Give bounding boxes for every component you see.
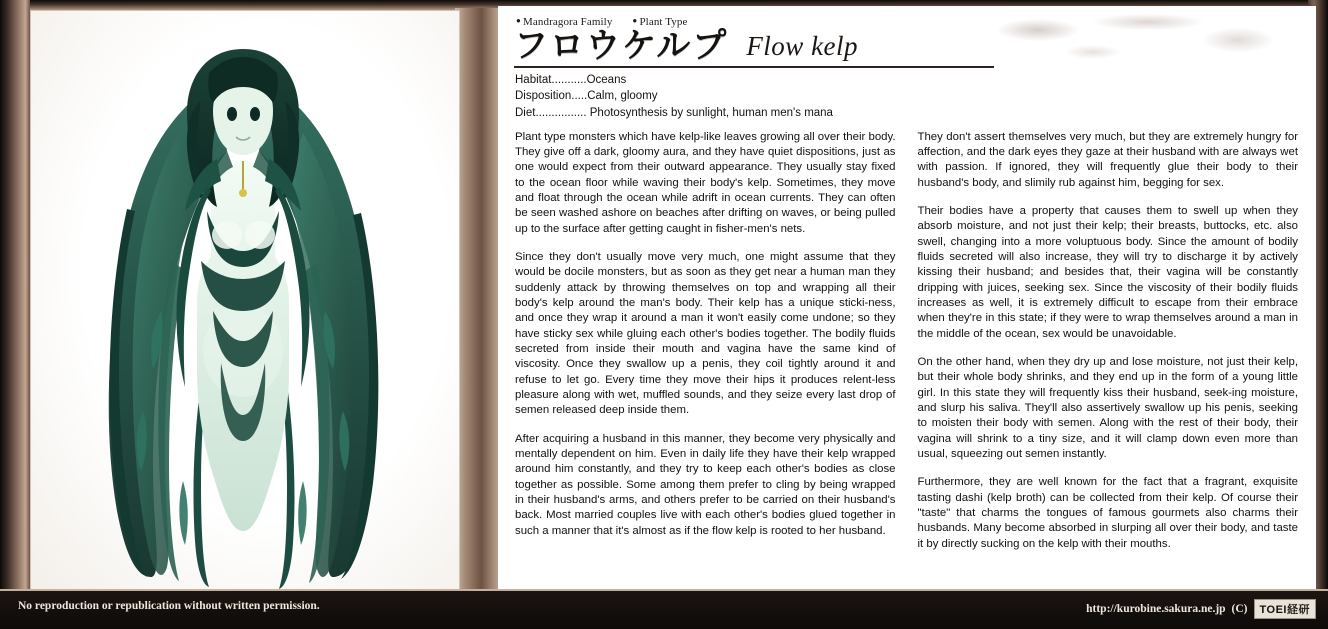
footer-bar	[0, 591, 1328, 629]
book-left-edge	[0, 0, 30, 629]
stat-diet: Diet................ Photosynthesis by sunlight, human men's mana	[515, 107, 833, 120]
paragraph: Furthermore, they are well known for the fact that a fragrant, exquisite tasting dashi (kelp broth) can be collected from their kelp. Of course their "taste" that charms the tongues of famous gourmets also charms their husbands. Many become absorbed in slurping all over their body, and taste it by directly sucking on the kelp with their mouths.	[917, 476, 1298, 550]
body-column-right	[918, 130, 1299, 565]
book-spine	[455, 8, 503, 597]
illustration-page	[30, 10, 460, 590]
footer-credit	[1086, 599, 1316, 619]
paragraph: They don't assert themselves very much, but they are extremely hungry for affection, and the dark eyes they gaze at their husband with are always wet with passion. If ignored, they will frequently glue their body to their husband's body, and slimily rub against him, begging for sex.	[917, 130, 1298, 189]
tag-type: ● Plant Type	[632, 16, 687, 28]
site-url[interactable]: http://kurobine.sakura.ne.jp	[1086, 603, 1226, 615]
paragraph: Since they don't usually move very much, one might assume that they would be docile monsters, but as soon as they get near a human man they suddenly attack by throwing themselves on top and wrapping all their body's kelp around the man's body. Their kelp has a unique sticki-ness, and once they wrap it around a man it won't easily come undone; so they have sticky sex while gluing each other's bodies together. The bodily fluids secreted from inside their mouth and vagina have the same kind of viscosity. Once they swallow up a penis, they coil tightly around it and refuse to let go. Every time they move their hips it produces relent-less pleasure along with wet, muffled sounds, and they seize every last drop of semen released deep inside them.	[515, 251, 896, 417]
title-underline	[514, 66, 994, 68]
body-column-left	[515, 130, 896, 565]
publisher-logo: TOEI経研	[1254, 599, 1316, 619]
tag-family: ● Mandragora Family	[516, 16, 612, 28]
paragraph: After acquiring a husband in this manner, they become very physically and mentally dependent on him. Even in daily life they have their kelp wrapped around him constantly, and they try to keep each other's bodies as close together as possible. Some among them prefer to cling by being wrapped in their husband's arms, and others prefer to be carried on their husband's back. Most married couples live with each other's bodies glued together in such a manner that it's almost as if the flow kelp is rooted to her husband.	[515, 432, 896, 537]
title-row	[512, 26, 1302, 66]
stat-disposition: Disposition.....Calm, gloomy	[515, 90, 658, 103]
text-page	[498, 6, 1316, 590]
stat-habitat: Habitat...........Oceans	[515, 73, 627, 86]
flow-kelp-illustration	[31, 11, 460, 590]
copyright-symbol: (C)	[1231, 603, 1248, 615]
body-columns	[512, 130, 1302, 565]
paragraph: On the other hand, when they dry up and lose moisture, not just their kelp, but their whole body shrinks, and they end up in the form of a young little girl. In this state they will frequently kiss their husband, seek-ing moisture, and slurp his saliva. They'll also assertively swallow up his penis, seeking to moisten their body with semen. Along with the rest of their body, their vagina will shrink to a tiny size, and it will clamp down even more than usual, squeezing out semen instantly.	[917, 355, 1298, 460]
illustration-canvas	[31, 11, 459, 589]
title-english: Flow kelp	[746, 30, 859, 61]
paragraph: Plant type monsters which have kelp-like leaves growing all over their body. They give off a dark, gloomy aura, and they have quiet dispositions, just as one would expect from their outward appearance. They usually stay fixed to the ocean floor while waving their body's kelp. Sometimes, they move and float through the ocean while adrift in ocean currents. They can often be seen washed ashore on beaches after drifting on waves, or being pulled up to the surface after getting caught in fisher-men's nets.	[515, 130, 896, 235]
title-japanese: フロウケルプ	[514, 26, 729, 66]
paragraph: Their bodies have a property that causes them to swell up when they absorb moisture, and not just their kelp; their breasts, buttocks, etc. also swell, changing into a more voluptuous body. Since the amount of bodily fluids secreted will also increase, they will try to discharge it by actively kissing their husband; and besides that, their vagina will be constantly dripping with juices, seeking sex. Since the viscosity of their bodily fluids increases as well, it is extremely difficult to escape from their embrace when they're in this state; if they were to wrap themselves around a man in the middle of the ocean, sex would be unavoidable.	[917, 205, 1298, 340]
copyright-notice: No reproduction or republication without written permission.	[18, 600, 320, 612]
stat-block	[512, 72, 1302, 122]
